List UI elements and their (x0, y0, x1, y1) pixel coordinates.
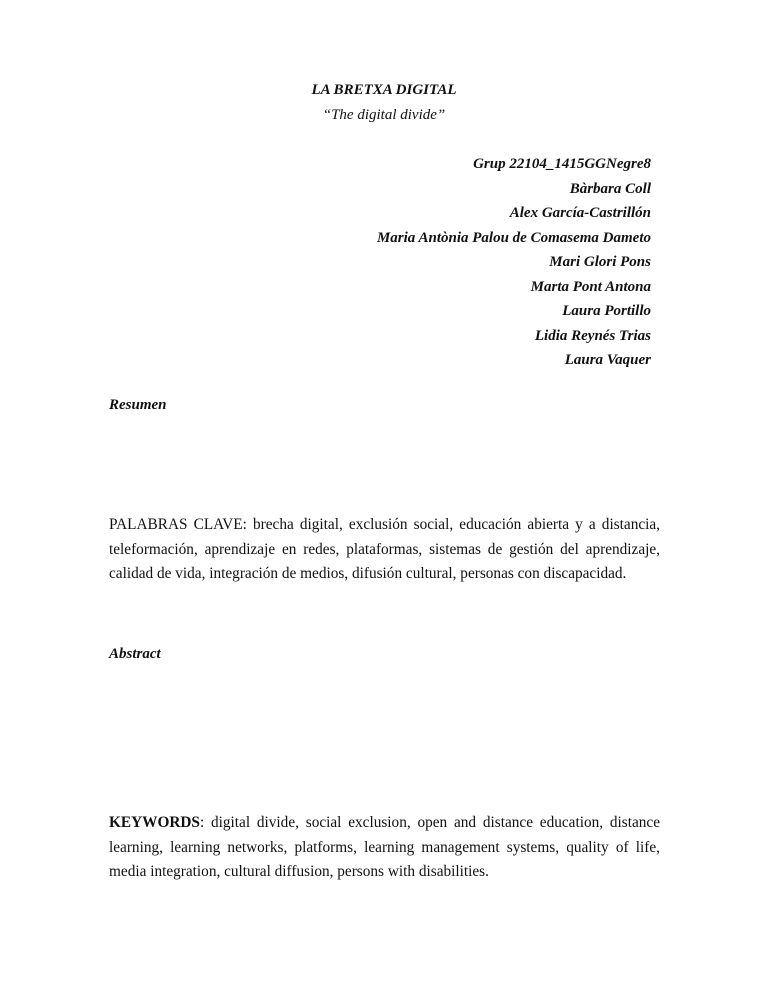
author-name: Maria Antònia Palou de Comasema Dameto (376, 229, 651, 246)
author-list (377, 152, 651, 373)
palabras-clave-paragraph (109, 513, 660, 587)
keywords-label: KEYWORDS (109, 814, 200, 831)
author-name: Lidia Reynés Trias (534, 327, 651, 344)
abstract-heading: Abstract (109, 646, 161, 662)
author-name: Bàrbara Coll (569, 180, 651, 197)
document-title: LA BRETXA DIGITAL (311, 82, 457, 98)
resumen-heading: Resumen (109, 397, 167, 413)
keywords-text: : digital divide, social exclusion, open and distance education, distance learning, learning networks, platforms, learning management systems, quality of life, media integration, cultural diffusion, persons with disabilities. (109, 814, 660, 881)
keywords-paragraph (109, 811, 660, 885)
group-name: Grup 22104_1415GGNegre8 (473, 156, 651, 172)
palabras-clave-label: PALABRAS CLAVE (109, 516, 243, 533)
author-name: Alex García-Castrillón (509, 205, 651, 221)
palabras-clave-text: : brecha digital, exclusión social, educación abierta y a distancia, teleformación, aprendizaje en redes, plataformas, sistemas de gestión del aprendizaje, calidad de vida, integración de medios, difusión cultural, personas con discapacidad. (109, 516, 660, 583)
author-name: Laura Portillo (562, 303, 651, 319)
author-name: Marta Pont Antona (530, 278, 651, 295)
document-subtitle: “The digital divide” (322, 107, 446, 123)
author-name: Mari Glori Pons (549, 254, 651, 270)
author-name: Laura Vaquer (564, 352, 651, 368)
